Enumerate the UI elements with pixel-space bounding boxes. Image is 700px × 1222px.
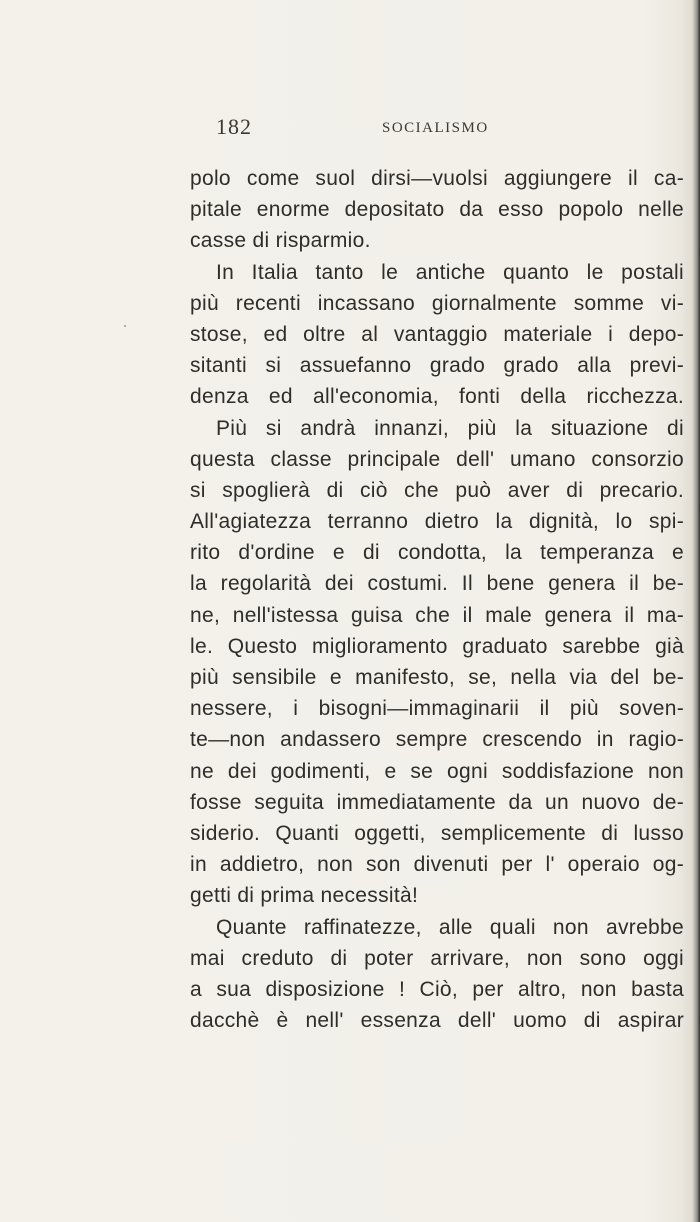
text-line: la regolarità dei costumi. Il bene genera il be- — [190, 572, 684, 596]
paper-speck — [124, 325, 126, 327]
running-title: SOCIALISMO — [382, 120, 489, 136]
text-line: Quante raffinatezze, alle quali non avrebbe — [216, 915, 684, 939]
text-line: sitanti si assuefanno grado grado alla previ- — [190, 354, 684, 378]
page-number: 182 — [216, 114, 252, 139]
text-line: si spoglierà di ciò che può aver di precario. — [190, 478, 684, 502]
text-line: pitale enorme depositato da esso popolo nelle — [190, 198, 684, 222]
text-line: più recenti incassano giornalmente somme vi- — [190, 291, 684, 315]
text-line: casse di risparmio. — [190, 229, 371, 253]
text-line: getti di prima necessità! — [190, 884, 419, 908]
text-line: ne, nell'istessa guisa che il male genera il ma- — [190, 603, 684, 627]
text-line: denza ed all'economia, fonti della ricchezza. — [190, 385, 684, 409]
text-line: più sensibile e manifesto, se, nella via del be- — [190, 666, 684, 689]
page-edge-shadow — [692, 0, 700, 1222]
text-line: in addietro, non son divenuti per l' operaio og- — [190, 853, 684, 877]
text-line: questa classe principale dell' umano consorzio — [190, 447, 684, 471]
text-line: mai creduto di poter arrivare, non sono oggi — [190, 946, 684, 970]
text-line: siderio. Quanti oggetti, semplicemente di lusso — [190, 821, 684, 845]
text-line: nessere, i bisogni—immaginarii il più soven- — [190, 697, 684, 721]
text-line: polo come suol dirsi—vuolsi aggiungere il ca- — [190, 167, 684, 190]
text-line: fosse seguita immediatamente da un nuovo de- — [190, 790, 684, 814]
text-line: le. Questo miglioramento graduato sarebbe già — [190, 634, 684, 658]
text-line: rito d'ordine e di condotta, la temperanza e — [190, 541, 684, 565]
page-header — [190, 114, 686, 144]
text-line: a sua disposizione ! Ciò, per altro, non basta — [190, 977, 684, 1001]
text-line: dacchè è nell' essenza dell' uomo di aspirar — [190, 1009, 684, 1033]
text-line: All'agiatezza terranno dietro la dignità, lo spi- — [190, 510, 684, 534]
text-line: Più si andrà innanzi, più la situazione di — [216, 416, 684, 440]
text-line: stose, ed oltre al vantaggio materiale i depo- — [190, 322, 684, 346]
body-text — [190, 163, 684, 1036]
text-line: te—non andassero sempre crescendo in ragio- — [190, 728, 684, 752]
text-line: In Italia tanto le antiche quanto le postali — [216, 260, 684, 284]
text-line: ne dei godimenti, e se ogni soddisfazione non — [190, 759, 684, 783]
